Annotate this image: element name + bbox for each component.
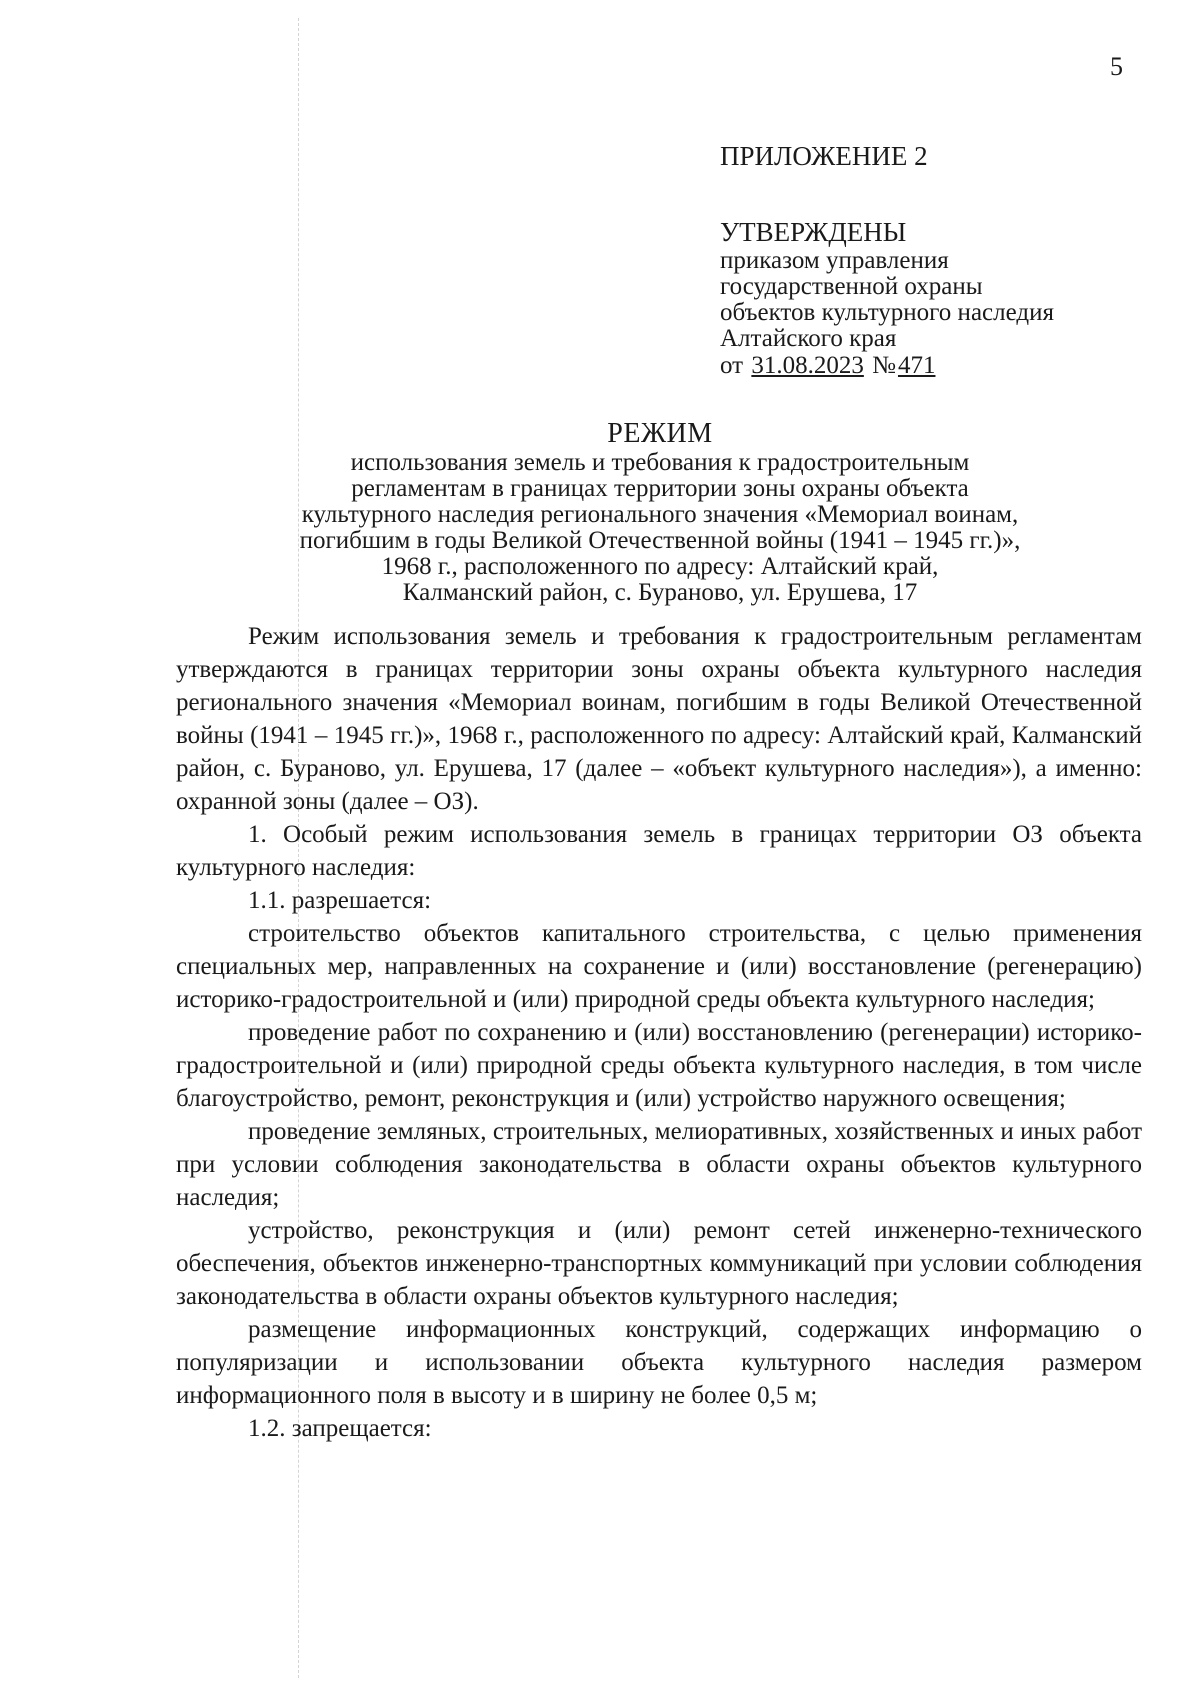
order-date: 31.08.2023: [751, 352, 864, 379]
approved-by-line: Алтайского края: [720, 325, 897, 352]
list-item: проведение земляных, строительных, мелиоративных, хозяйственных и иных работ при условии соблюдения законодательства в области охраны объектов культурного наследия;: [176, 1118, 1142, 1211]
section-heading: 1. Особый режим использования земель в границах территории ОЗ объекта культурного наследия:: [176, 821, 1142, 881]
list-item: проведение работ по сохранению и (или) восстановлению (регенерации) историко-градостроительной и (или) природной среды объекта культурного наследия, в том числе благоустройство, ремонт, реконструкция и (или) устройство наружного освещения;: [176, 1019, 1142, 1112]
order-prefix: от: [720, 352, 744, 379]
list-item: строительство объектов капитального строительства, с целью применения специальных мер, направленных на сохранение и (или) восстановление (регенерацию) историко-градостроительной и (или) природной среды объекта культурного наследия;: [176, 920, 1142, 1013]
body-paragraph: Режим использования земель и требования к градостроительным регламентам утверждаются в границах территории зоны охраны объекта культурного наследия регионального значения «Мемориал воинам, погибшим в годы Великой Отечественной войны (1941 – 1945 гг.)», 1968 г., расположенного по адресу: Алтайский край, Калманский район, с. Бураново, ул. Ерушева, 17 (далее – «объект культурного наследия»), а именно: охранной зоны (далее – ОЗ).: [176, 623, 1142, 815]
approved-heading: УТВЕРЖДЕНЫ: [720, 217, 907, 247]
approved-by-line: государственной охраны: [720, 273, 983, 300]
document-subtitle-line: Калманский район, с. Бураново, ул. Ерушева, 17: [402, 579, 918, 606]
approved-by-line: приказом управления: [720, 247, 949, 274]
approval-block: [720, 140, 1180, 380]
list-item: устройство, реконструкция и (или) ремонт сетей инженерно-технического обеспечения, объектов инженерно-транспортных коммуникаций при условии соблюдения законодательства в области охраны объектов культурного наследия;: [176, 1217, 1142, 1310]
document-subtitle-line: 1968 г., расположенного по адресу: Алтайский край,: [381, 553, 939, 580]
order-number: 471: [897, 352, 936, 379]
document-subtitle-line: регламентам в границах территории зоны охраны объекта: [351, 475, 969, 502]
page-number: 5: [1110, 52, 1123, 81]
list-item: размещение информационных конструкций, содержащих информацию о популяризации и использовании объекта культурного наследия размером информационного поля в высоту и в ширину не более 0,5 м;: [176, 1316, 1142, 1409]
order-reference: [720, 352, 1180, 380]
document-title-block: [230, 418, 1090, 606]
subsection-heading: 1.2. запрещается:: [248, 1415, 432, 1442]
document-subtitle-line: погибшим в годы Великой Отечественной войны (1941 – 1945 гг.)»,: [299, 527, 1021, 554]
document-title: РЕЖИМ: [607, 418, 713, 449]
order-number-prefix: №: [872, 352, 896, 379]
document-body: [176, 620, 1142, 1445]
approved-by-line: объектов культурного наследия: [720, 299, 1054, 326]
subsection-heading: 1.1. разрешается:: [248, 887, 432, 914]
document-subtitle-line: культурного наследия регионального значения «Мемориал воинам,: [301, 501, 1019, 528]
document-subtitle-line: использования земель и требования к градостроительным: [350, 449, 970, 476]
appendix-label: ПРИЛОЖЕНИЕ 2: [720, 141, 928, 171]
